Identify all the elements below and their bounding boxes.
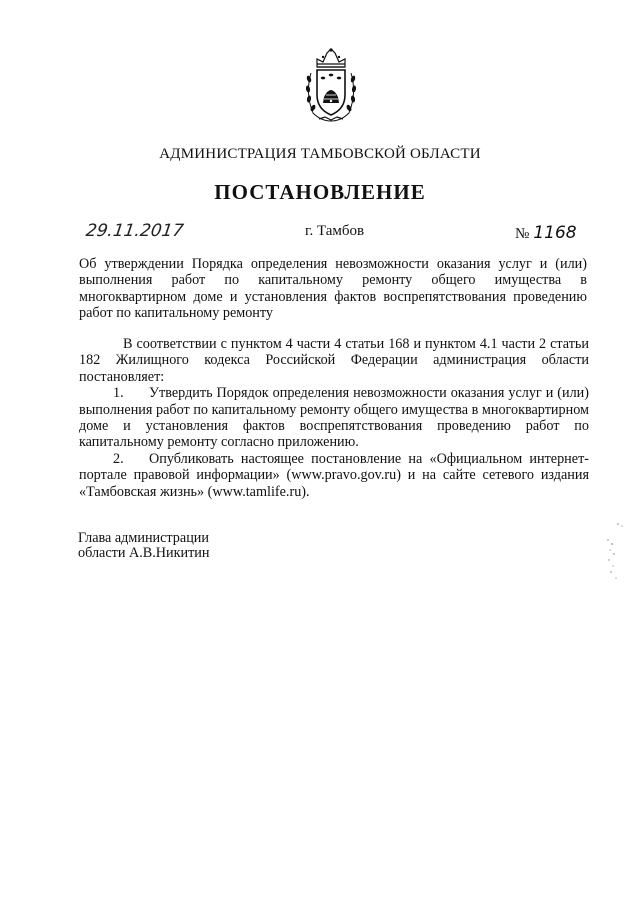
document-type-title: ПОСТАНОВЛЕНИЕ: [214, 180, 426, 204]
issuing-authority: АДМИНИСТРАЦИЯ ТАМБОВСКОЙ ОБЛАСТИ: [159, 146, 481, 162]
document-meta-row: [0, 223, 640, 245]
list-item: [79, 451, 589, 500]
signatory-name: области А.В.Никитин: [78, 544, 210, 561]
item-text: Опубликовать настоящее постановление на «Официальном интернет-портале правовой информации» (www.pravo.gov.ru) и на сайте сетевого издания «Тамбовская жизнь» (www.tamlife.ru).: [79, 450, 589, 500]
signatory-position: Глава администрации: [78, 530, 209, 546]
item-number: 2.: [113, 450, 124, 467]
item-number: 1.: [113, 385, 124, 402]
document-subject: Об утверждении Порядка определения невозможности оказания услуг и (или) выполнения работ по капитальному ремонту общего имущества в многоквартирном доме и установления фактов воспрепятствования проведению работ по капитальному ремонту: [79, 256, 587, 322]
document-number-value: 1168: [533, 223, 577, 243]
number-sign: №: [515, 226, 530, 242]
signature-block: [78, 531, 209, 560]
list-item: [79, 385, 589, 451]
document-city: г. Тамбов: [305, 223, 365, 239]
document-number: [515, 223, 577, 243]
preamble-paragraph: В соответствии с пунктом 4 части 4 статьи 168 и пунктом 4.1 части 2 статьи 182 Жилищного кодекса Российской Федерации администрация области постановляет:: [79, 336, 589, 385]
item-text: Утвердить Порядок определения невозможности оказания услуг и (или) выполнения работ по капитальному ремонту общего имущества в многоквартирном доме и установления фактов воспрепятствования проведению работ по капитальному ремонту согласно приложению.: [79, 385, 589, 451]
tambov-coat-of-arms-icon: [303, 47, 359, 123]
scan-noise-marks: [600, 520, 636, 590]
document-body: [79, 336, 589, 500]
document-date: 29.11.2017: [84, 221, 185, 241]
